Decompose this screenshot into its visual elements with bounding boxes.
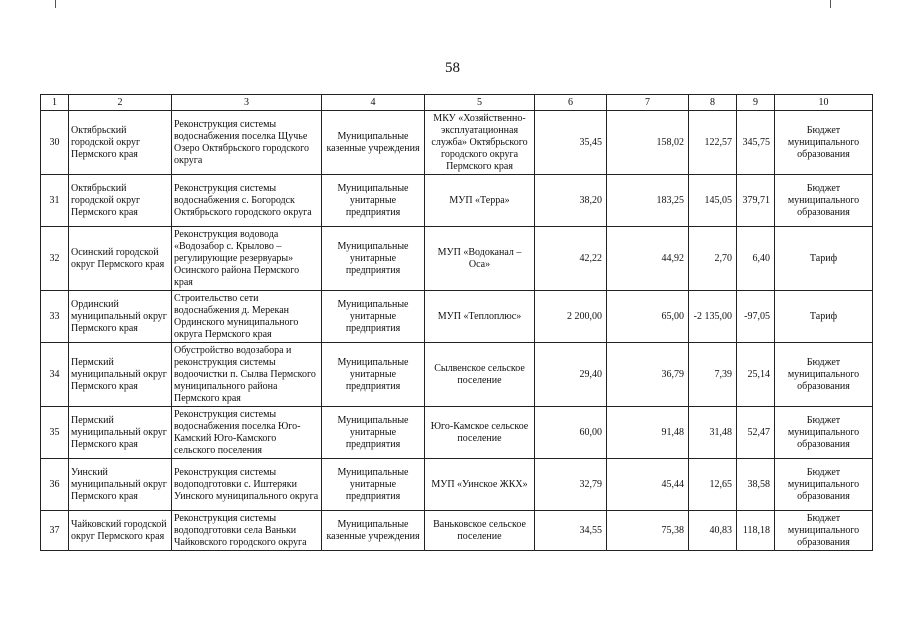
row-number: 35 bbox=[41, 407, 69, 459]
row-number: 34 bbox=[41, 343, 69, 407]
table-row bbox=[41, 511, 873, 551]
header-cell: 9 bbox=[737, 95, 775, 111]
col9-cell: 25,14 bbox=[737, 343, 775, 407]
col8-cell: 31,48 bbox=[689, 407, 737, 459]
header-row bbox=[41, 95, 873, 111]
col7-cell: 44,92 bbox=[607, 227, 689, 291]
col7-cell: 183,25 bbox=[607, 175, 689, 227]
municipality-cell: Пермский муниципальный округ Пермского края bbox=[69, 343, 172, 407]
col6-cell: 34,55 bbox=[535, 511, 607, 551]
project-cell: Обустройство водозабора и реконструкция системы водоочистки п. Сылва Пермского муниципального района Пермского края bbox=[172, 343, 322, 407]
col7-cell: 158,02 bbox=[607, 111, 689, 175]
col8-cell: 145,05 bbox=[689, 175, 737, 227]
funding-source-cell: Бюджет муниципального образования bbox=[775, 459, 873, 511]
col9-cell: -97,05 bbox=[737, 291, 775, 343]
org-type-cell: Муниципальные унитарные предприятия bbox=[322, 343, 425, 407]
funding-source-cell: Бюджет муниципального образования bbox=[775, 175, 873, 227]
org-type-cell: Муниципальные унитарные предприятия bbox=[322, 407, 425, 459]
table-row bbox=[41, 291, 873, 343]
organization-cell: МУП «Теплоплюс» bbox=[425, 291, 535, 343]
col9-cell: 52,47 bbox=[737, 407, 775, 459]
project-cell: Реконструкция системы водоснабжения с. Богородск Октябрьского городского округа bbox=[172, 175, 322, 227]
organization-cell: Сылвенское сельское поселение bbox=[425, 343, 535, 407]
project-cell: Строительство сети водоснабжения д. Мерекан Ординского муниципального округа Пермского края bbox=[172, 291, 322, 343]
table-row bbox=[41, 227, 873, 291]
project-cell: Реконструкция системы водоснабжения поселка Щучье Озеро Октябрьского городского округа bbox=[172, 111, 322, 175]
funding-source-cell: Тариф bbox=[775, 291, 873, 343]
col9-cell: 379,71 bbox=[737, 175, 775, 227]
header-cell: 2 bbox=[69, 95, 172, 111]
col6-cell: 38,20 bbox=[535, 175, 607, 227]
municipality-cell: Ординский муниципальный округ Пермского края bbox=[69, 291, 172, 343]
org-type-cell: Муниципальные унитарные предприятия bbox=[322, 291, 425, 343]
col9-cell: 345,75 bbox=[737, 111, 775, 175]
col7-cell: 75,38 bbox=[607, 511, 689, 551]
project-cell: Реконструкция системы водоснабжения поселка Юго-Камский Юго-Камского сельского поселения bbox=[172, 407, 322, 459]
organization-cell: МУП «Терра» bbox=[425, 175, 535, 227]
header-cell: 5 bbox=[425, 95, 535, 111]
project-cell: Реконструкция системы водоподготовки с. Иштеряки Уинского муниципального округа bbox=[172, 459, 322, 511]
col7-cell: 91,48 bbox=[607, 407, 689, 459]
col6-cell: 32,79 bbox=[535, 459, 607, 511]
table-row bbox=[41, 111, 873, 175]
row-number: 32 bbox=[41, 227, 69, 291]
header-cell: 8 bbox=[689, 95, 737, 111]
table-row bbox=[41, 407, 873, 459]
org-type-cell: Муниципальные унитарные предприятия bbox=[322, 175, 425, 227]
row-number: 31 bbox=[41, 175, 69, 227]
table-row bbox=[41, 459, 873, 511]
municipality-cell: Пермский муниципальный округ Пермского края bbox=[69, 407, 172, 459]
funding-source-cell: Тариф bbox=[775, 227, 873, 291]
municipality-cell: Октябрьский городской округ Пермского края bbox=[69, 175, 172, 227]
col7-cell: 36,79 bbox=[607, 343, 689, 407]
municipality-cell: Осинский городской округ Пермского края bbox=[69, 227, 172, 291]
col9-cell: 118,18 bbox=[737, 511, 775, 551]
col8-cell: 122,57 bbox=[689, 111, 737, 175]
org-type-cell: Муниципальные казенные учреждения bbox=[322, 111, 425, 175]
header-cell: 6 bbox=[535, 95, 607, 111]
col9-cell: 6,40 bbox=[737, 227, 775, 291]
header-cell: 4 bbox=[322, 95, 425, 111]
municipality-cell: Октябрьский городской округ Пермского края bbox=[69, 111, 172, 175]
col8-cell: 40,83 bbox=[689, 511, 737, 551]
funding-source-cell: Бюджет муниципального образования bbox=[775, 343, 873, 407]
col7-cell: 45,44 bbox=[607, 459, 689, 511]
row-number: 37 bbox=[41, 511, 69, 551]
project-cell: Реконструкция системы водоподготовки села Ваньки Чайковского городского округа bbox=[172, 511, 322, 551]
col9-cell: 38,58 bbox=[737, 459, 775, 511]
col8-cell: -2 135,00 bbox=[689, 291, 737, 343]
municipality-cell: Уинский муниципальный округ Пермского края bbox=[69, 459, 172, 511]
scan-mark-right bbox=[830, 0, 831, 8]
col8-cell: 12,65 bbox=[689, 459, 737, 511]
table-row bbox=[41, 343, 873, 407]
col8-cell: 2,70 bbox=[689, 227, 737, 291]
col7-cell: 65,00 bbox=[607, 291, 689, 343]
row-number: 30 bbox=[41, 111, 69, 175]
header-cell: 1 bbox=[41, 95, 69, 111]
funding-source-cell: Бюджет муниципального образования bbox=[775, 407, 873, 459]
organization-cell: МУП «Уинское ЖКХ» bbox=[425, 459, 535, 511]
table-row bbox=[41, 175, 873, 227]
row-number: 36 bbox=[41, 459, 69, 511]
col6-cell: 42,22 bbox=[535, 227, 607, 291]
organization-cell: МКУ «Хозяйственно-эксплуатационная служба» Октябрьского городского округа Пермского края bbox=[425, 111, 535, 175]
col6-cell: 60,00 bbox=[535, 407, 607, 459]
org-type-cell: Муниципальные казенные учреждения bbox=[322, 511, 425, 551]
scan-mark-left bbox=[55, 0, 56, 8]
municipality-cell: Чайковский городской округ Пермского края bbox=[69, 511, 172, 551]
header-cell: 7 bbox=[607, 95, 689, 111]
row-number: 33 bbox=[41, 291, 69, 343]
project-cell: Реконструкция водовода «Водозабор с. Крылово – регулирующие резервуары» Осинского района Пермского края bbox=[172, 227, 322, 291]
organization-cell: Юго-Камское сельское поселение bbox=[425, 407, 535, 459]
funding-source-cell: Бюджет муниципального образования bbox=[775, 511, 873, 551]
col8-cell: 7,39 bbox=[689, 343, 737, 407]
funding-source-cell: Бюджет муниципального образования bbox=[775, 111, 873, 175]
data-table bbox=[40, 94, 873, 551]
page-number: 58 bbox=[445, 60, 460, 76]
col6-cell: 2 200,00 bbox=[535, 291, 607, 343]
organization-cell: Ваньковское сельское поселение bbox=[425, 511, 535, 551]
col6-cell: 35,45 bbox=[535, 111, 607, 175]
col6-cell: 29,40 bbox=[535, 343, 607, 407]
header-cell: 3 bbox=[172, 95, 322, 111]
header-cell: 10 bbox=[775, 95, 873, 111]
organization-cell: МУП «Водоканал – Оса» bbox=[425, 227, 535, 291]
org-type-cell: Муниципальные унитарные предприятия bbox=[322, 459, 425, 511]
org-type-cell: Муниципальные унитарные предприятия bbox=[322, 227, 425, 291]
